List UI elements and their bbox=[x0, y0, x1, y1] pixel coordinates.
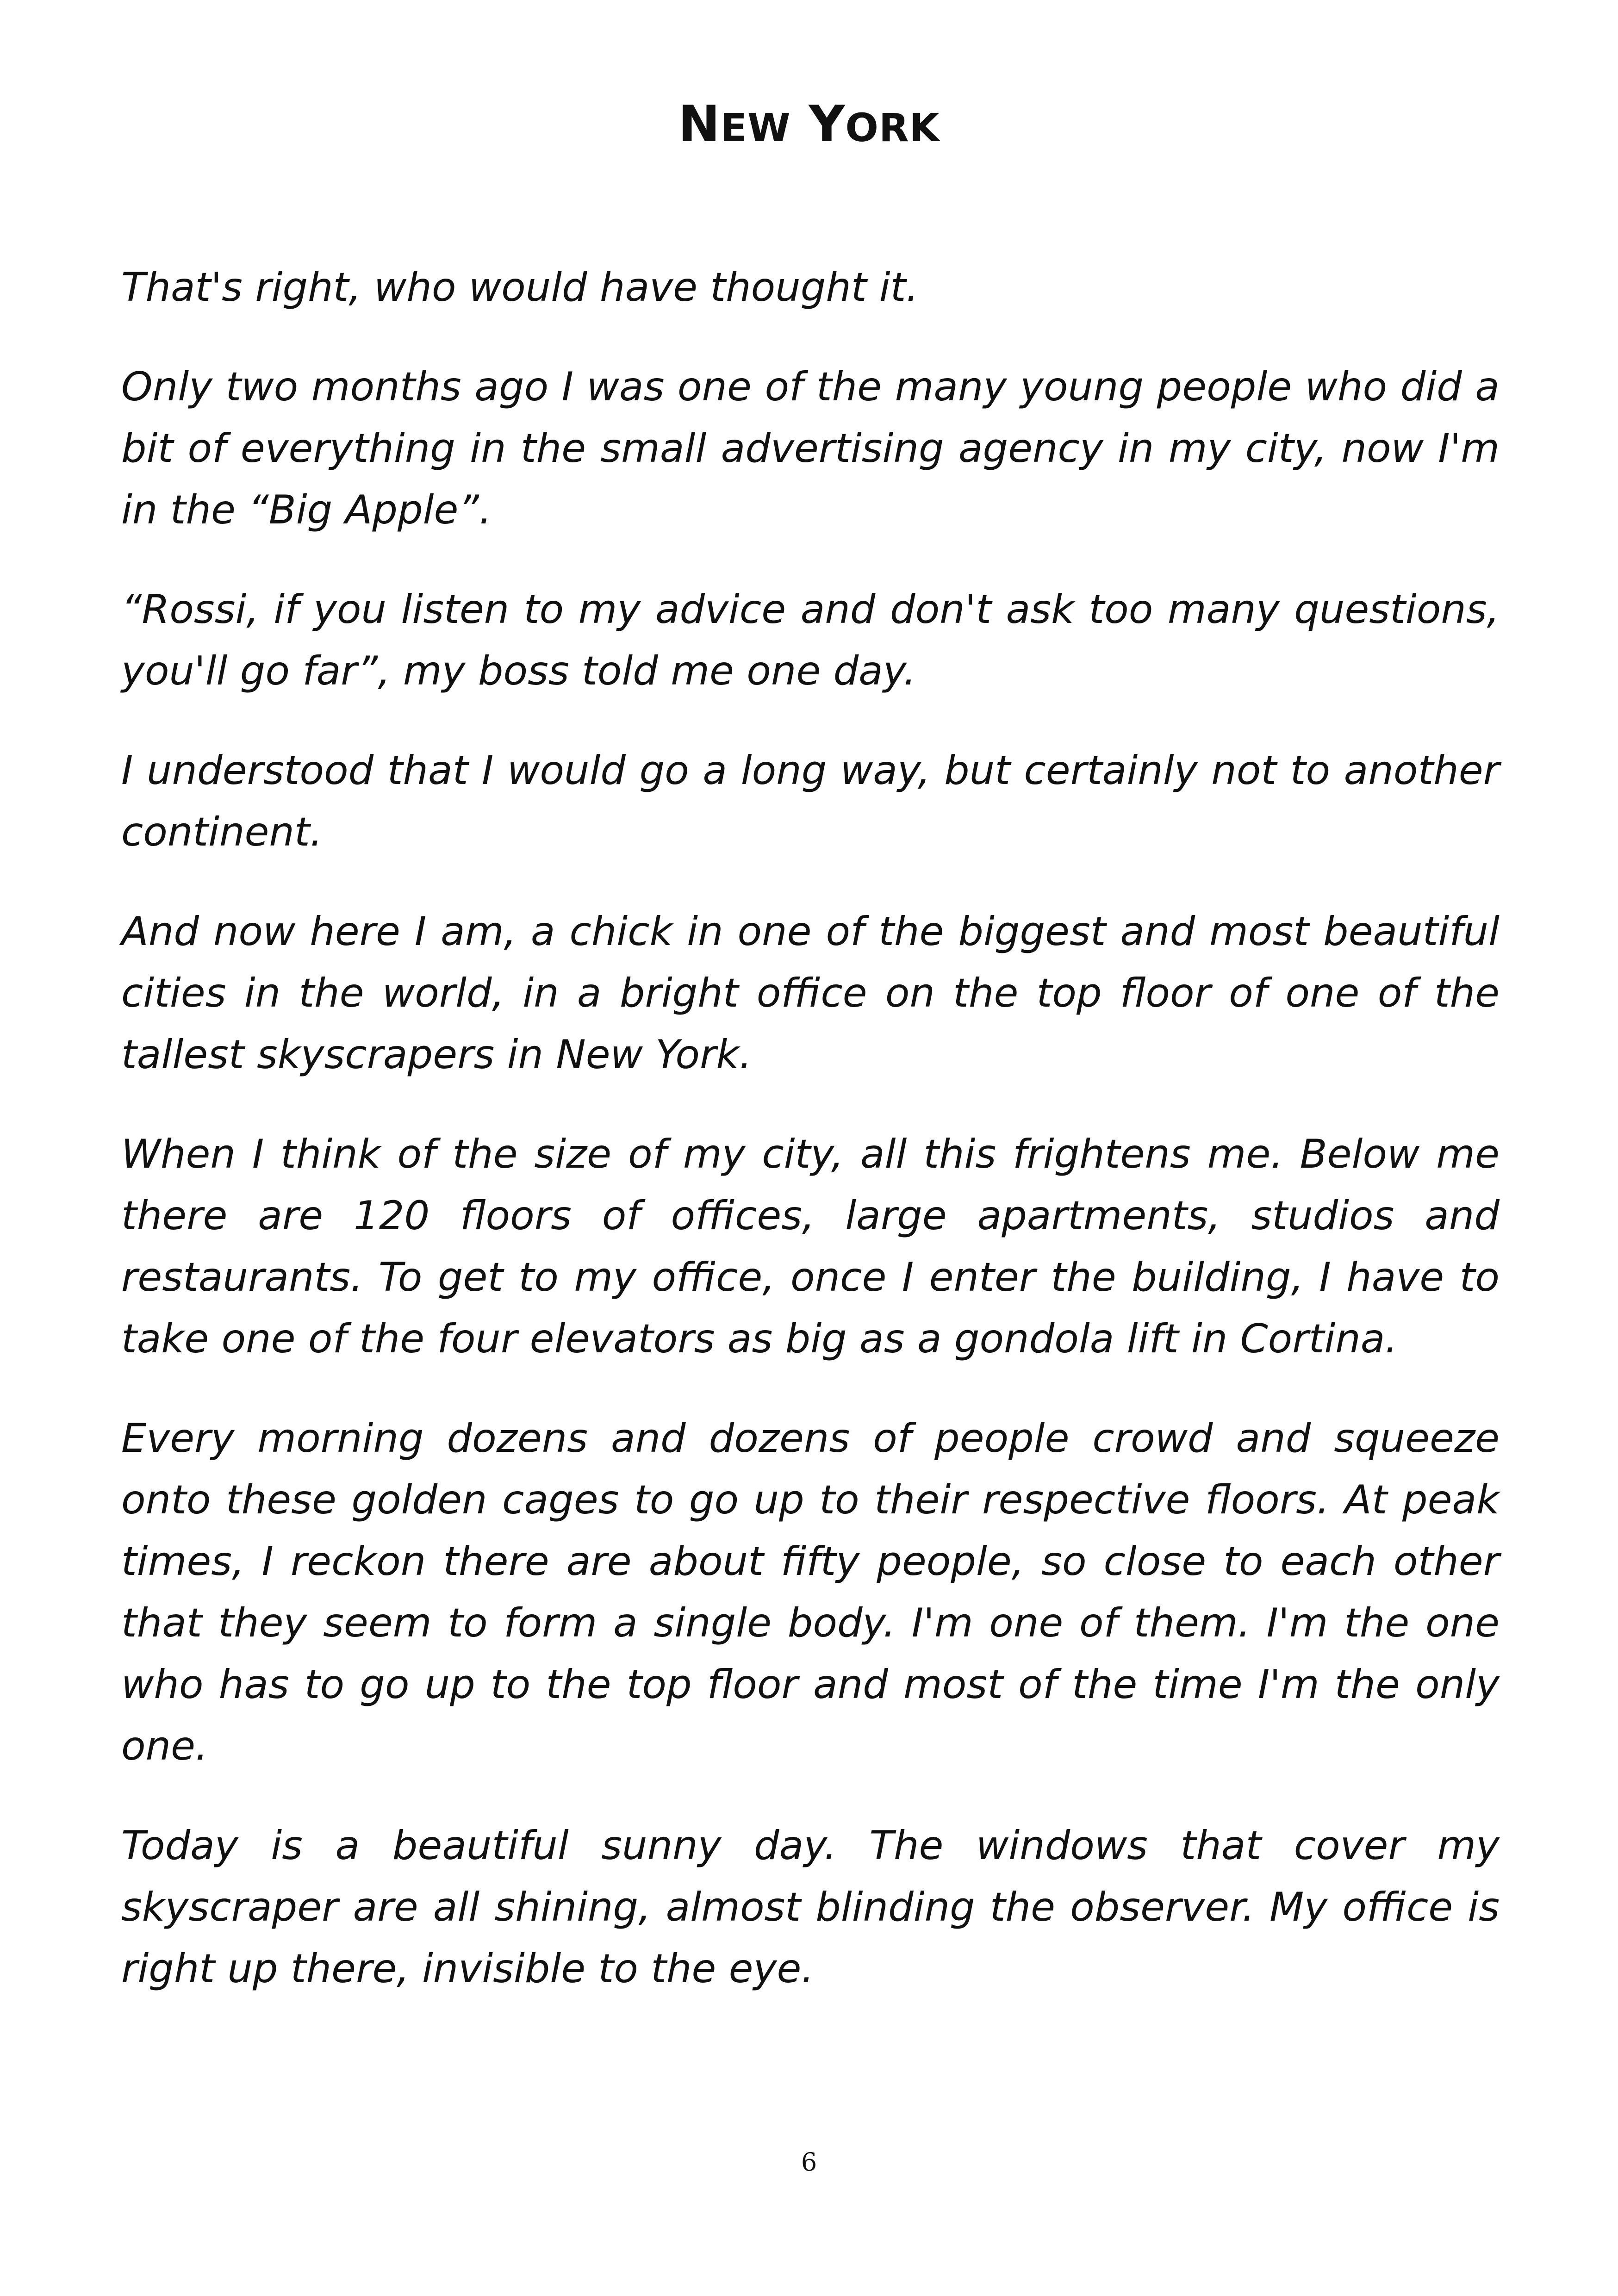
chapter-title bbox=[0, 97, 1618, 152]
paragraph: When I think of the size of my city, all this frightens me. Below me there are 120 floors of offices, large apartments, studios and restaurants. To get to my office, once I enter the building, I have to take one of the four elevators as big as a gondola lift in Cortina. bbox=[121, 1131, 1500, 1362]
paragraph: I understood that I would go a long way, but certainly not to another continent. bbox=[121, 747, 1500, 855]
chapter-title-initial-1: N bbox=[678, 95, 721, 153]
paragraph: “Rossi, if you listen to my advice and don't ask too many questions, you'll go far”, my boss told me one day. bbox=[121, 586, 1500, 694]
chapter-title-rest-1: EW bbox=[720, 105, 791, 150]
page-number: 6 bbox=[801, 2147, 817, 2177]
chapter-title-rest-2: ORK bbox=[845, 105, 940, 150]
paragraph: Today is a beautiful sunny day. The windows that cover my skyscraper are all shining, almost blinding the observer. My office is right up there, invisible to the eye. bbox=[121, 1823, 1500, 1992]
paragraph: And now here I am, a chick in one of the biggest and most beautiful cities in the world, in a bright office on the top floor of one of the tallest skyscrapers in New York. bbox=[121, 908, 1500, 1078]
body-text bbox=[121, 257, 1500, 2038]
paragraph: That's right, who would have thought it. bbox=[121, 264, 919, 311]
chapter-title-initial-2: Y bbox=[809, 95, 846, 153]
paragraph: Every morning dozens and dozens of people crowd and squeeze onto these golden cages to go up to their respective floors. At peak times, I reckon there are about fifty people, so close to each other that they seem to form a single body. I'm one of them. I'm the one who has to go up to the top floor and most of the time I'm the only one. bbox=[121, 1415, 1500, 1769]
paragraph: Only two months ago I was one of the many young people who did a bit of everything in the small advertising agency in my city, now I'm in the “Big Apple”. bbox=[121, 364, 1500, 533]
